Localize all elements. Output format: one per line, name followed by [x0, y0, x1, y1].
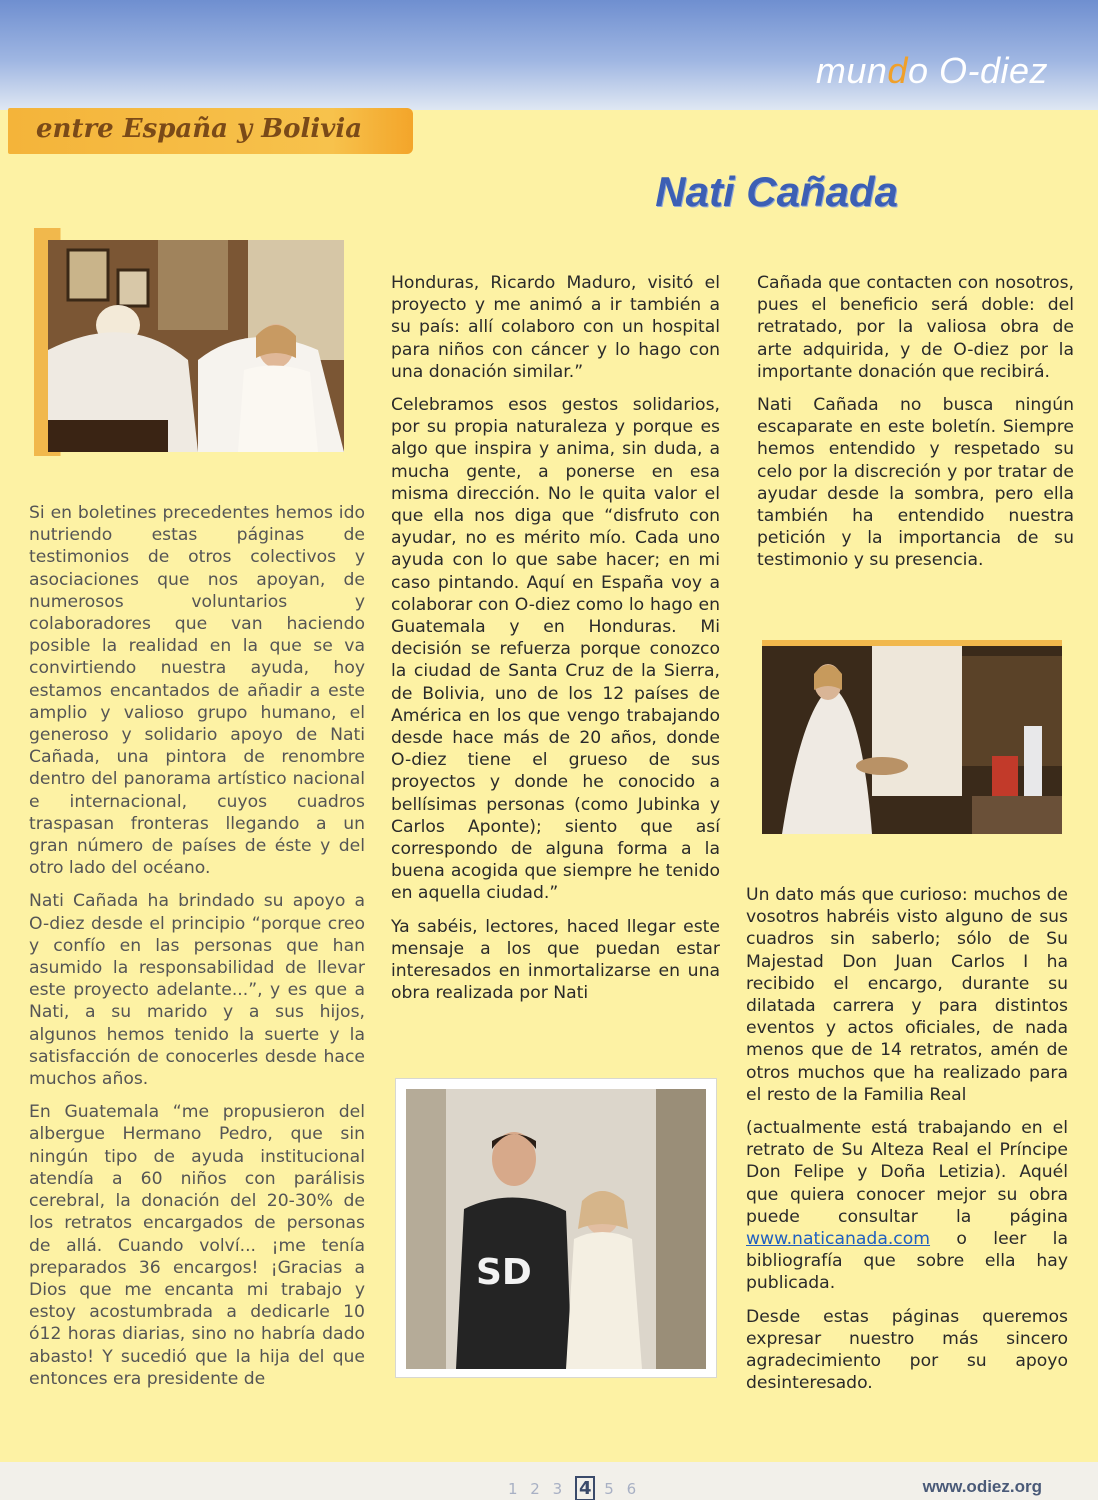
- publication-brand: [816, 50, 1048, 92]
- article-paragraph: Cañada que contacten con nosotros, pues el beneficio será doble: del retratado, por la valiosa obra de arte adquirida, y de O-diez por la importante donación que recibirá.: [757, 273, 1074, 382]
- brand-suffix: o O-diez: [907, 50, 1048, 91]
- article-column-2: [391, 272, 720, 1016]
- text-after-link: o leer la bibliografía que sobre ella hay publicada.: [746, 1229, 1068, 1294]
- photo-two-people: [395, 1078, 717, 1378]
- article-paragraph: Ya sabéis, lectores, haced llegar este mensaje a los que puedan estar interesados en inmortalizarse en una obra realizada por Nati: [391, 916, 720, 1004]
- photo-two-people-image: [406, 1089, 706, 1369]
- brand-prefix: mun: [815, 50, 888, 91]
- brand-accent: d: [887, 50, 908, 91]
- text-before-link: (actualmente está trabajando en el retrato de Su Alteza Real el Príncipe Don Felipe y Doña Letizia). Aquél que quiera conocer mejor su obra puede consultar la página: [746, 1118, 1068, 1227]
- previous-pages: 1 2 3: [508, 1480, 567, 1498]
- photo-seated-portrait: [34, 228, 364, 456]
- section-label: [8, 108, 413, 154]
- page-navigation: [508, 1476, 640, 1500]
- section-label-text: entre España y Bolivia: [36, 114, 363, 144]
- article-paragraph-link: [746, 1117, 1068, 1295]
- photo-painting-image: [762, 646, 1062, 834]
- shirt-print: SD: [476, 1252, 532, 1293]
- article-paragraph: Nati Cañada ha brindado su apoyo a O-diez desde el principio “porque creo y confío en las personas que han asumido la responsabilidad de llevar este proyecto adelante...”, y es que a Nati, a su marido y a sus hijos, algunos hemos tenido la suerte y la satisfacción de conocerles desde hace muchos años.: [29, 891, 365, 1090]
- photo-painting-at-easel: [762, 640, 1062, 834]
- photo-seated-illustration: [48, 240, 344, 452]
- photo-two-people-illustration: [406, 1089, 706, 1369]
- article-paragraph: Nati Cañada no busca ningún escaparate en este boletín. Siempre hemos entendido y respetado su celo por la discreción y por tratar de ayudar desde la sombra, pero ella también ha entendido nuestra petición y la importancia de su testimonio y su presencia.: [757, 395, 1074, 571]
- article-column-3: [757, 272, 1074, 583]
- article-paragraph: En Guatemala “me propusieron del albergue Hermano Pedro, que sin ningún tipo de ayuda institucional atendía a 60 niños con parálisis cerebral, la donación del 20-30% de los retratos encargados de personas de allá. Cuando volví... ¡me tenía preparados 36 encargos! ¡Gracias a Dios que me encanta mi trabajo y estoy acostumbrada a dedicarle 10 ó12 horas diarias, sino no habría dado abasto! Y sucedió que la hija del que entonces era presidente de: [29, 1102, 365, 1389]
- photo-seated-portrait-image: [48, 240, 344, 452]
- article-paragraph: Si en boletines precedentes hemos ido nutriendo estas páginas de testimonios de otros colectivos y asociaciones que nos apoyan, de numerosos voluntarios y colaboradores que van haciendo posible la realidad en la que se va convirtiendo nuestra ayuda, hoy estamos encantados de añadir a este amplio y valioso grupo humano, el generoso y solidario apoyo de Nati Cañada, una pintora de renombre dentro del panorama artístico nacional e internacional, cuyos cuadros traspasan fronteras llegando a un gran número de países de éste y del otro lado del océano.: [29, 503, 365, 879]
- naticanada-link[interactable]: www.naticanada.com: [746, 1229, 931, 1250]
- article-column-3-continued: [746, 884, 1068, 1405]
- article-paragraph: Celebramos esos gestos solidarios, por su propia naturaleza y porque es algo que inspira y anima, sin duda, a mucha gente, a ponerse en esa misma dirección. No le quita valor el que ella nos diga que “disfruto con ayudar, no es mérito mío. Cada uno ayuda con lo que sabe hacer; en mi caso pintando. Aquí en España voy a colaborar con O-diez como lo hago en Guatemala y en Honduras. Mi decisión se refuerza porque conozco la ciudad de Santa Cruz de la Sierra, de Bolivia, uno de los 12 países de América en los que vengo trabajando desde hace más de 20 años, donde O-diez tiene el grueso de sus proyectos y donde he conocido a bellísimas personas (como Jubinka y Carlos Aponte); siento que así correspondo de alguna forma a la buena acogida que siempre he tenido en aquella ciudad.”: [391, 395, 720, 904]
- article-paragraph: Un dato más que curioso: muchos de vosotros habréis visto alguno de sus cuadros sin saberlo; sólo de Su Majestad Don Juan Carlos I ha recibido el encargo, durante su dilatada carrera y para distintos eventos y actos oficiales, de nada menos que de 14 retratos, amén de otros muchos que ha realizado para el resto de la Familia Real: [746, 885, 1068, 1105]
- next-pages: 5 6: [604, 1480, 641, 1498]
- current-page: 4: [575, 1476, 596, 1500]
- photo-painting-illustration: [762, 646, 1062, 834]
- website-url[interactable]: www.odiez.org: [922, 1477, 1042, 1496]
- article-title: Nati Cañada: [655, 168, 898, 215]
- article-paragraph: Desde estas páginas queremos expresar nuestro más sincero agradecimiento por su apoyo desinteresado.: [746, 1306, 1068, 1394]
- article-paragraph: Honduras, Ricardo Maduro, visitó el proyecto y me animó a ir también a su país: allí colaboro con un hospital para niños con cáncer y lo hago con una donación similar.”: [391, 273, 720, 382]
- article-column-1: [29, 502, 365, 1401]
